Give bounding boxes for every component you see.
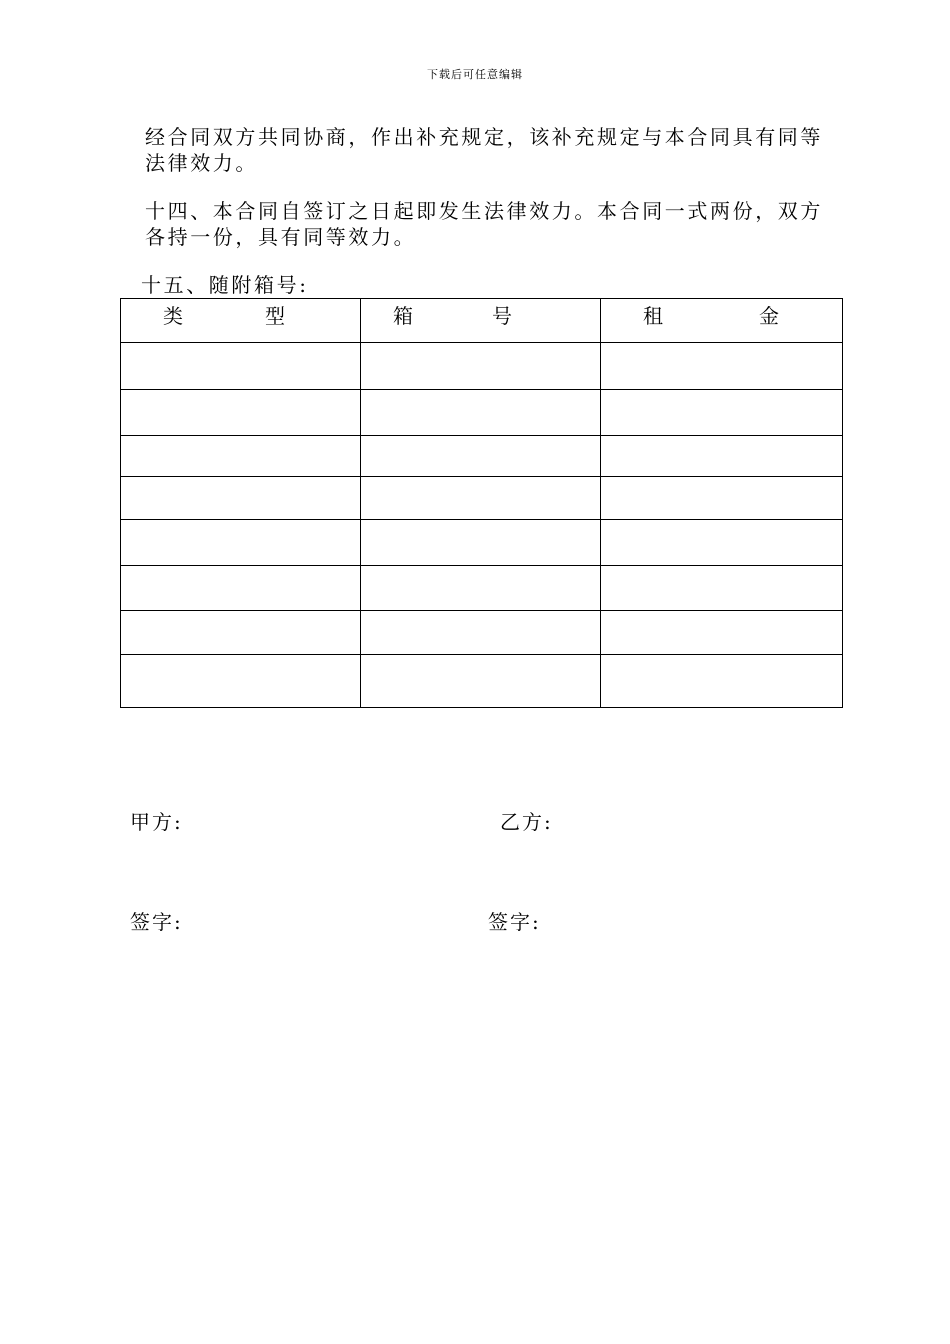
clause-15-label: 十五、随附箱号: xyxy=(141,273,309,297)
table-row xyxy=(121,611,843,655)
column-header-rent-char2: 金 xyxy=(759,304,779,328)
party-b-signature-label: 签字: xyxy=(488,910,541,934)
column-header-type xyxy=(121,299,361,343)
column-header-container-number xyxy=(361,299,601,343)
table-cell[interactable] xyxy=(601,436,843,477)
column-header-container-char2: 号 xyxy=(492,304,512,328)
table-cell[interactable] xyxy=(121,520,361,566)
party-a-label: 甲方: xyxy=(130,810,183,834)
party-b-label: 乙方: xyxy=(500,810,553,834)
table-cell[interactable] xyxy=(361,343,601,390)
table-cell[interactable] xyxy=(361,611,601,655)
table-cell[interactable] xyxy=(601,390,843,436)
column-header-type-char2: 型 xyxy=(265,304,285,328)
table-cell[interactable] xyxy=(361,436,601,477)
table-row xyxy=(121,477,843,520)
party-a-signature-label: 签字: xyxy=(130,910,183,934)
table-cell[interactable] xyxy=(121,566,361,611)
table-cell[interactable] xyxy=(601,611,843,655)
column-header-rent-char1: 租 xyxy=(643,304,663,328)
table-cell[interactable] xyxy=(601,566,843,611)
table-cell[interactable] xyxy=(121,436,361,477)
table-cell[interactable] xyxy=(361,477,601,520)
table-cell[interactable] xyxy=(121,477,361,520)
table-row xyxy=(121,436,843,477)
table-header-row xyxy=(121,299,843,343)
attached-containers-table xyxy=(120,298,843,708)
table-row xyxy=(121,566,843,611)
column-header-rent xyxy=(601,299,843,343)
table-cell[interactable] xyxy=(121,611,361,655)
table-cell[interactable] xyxy=(361,520,601,566)
table-row xyxy=(121,390,843,436)
table-row xyxy=(121,520,843,566)
page-header-note: 下载后可任意编辑 xyxy=(427,68,523,81)
table-cell[interactable] xyxy=(361,390,601,436)
table-cell[interactable] xyxy=(601,477,843,520)
table-row xyxy=(121,343,843,390)
clause-14-paragraph: 十四、本合同自签订之日起即发生法律效力。本合同一式两份，双方各持一份，具有同等效力。 xyxy=(145,199,823,249)
table-cell[interactable] xyxy=(601,655,843,708)
table-cell[interactable] xyxy=(361,655,601,708)
column-header-container-char1: 箱 xyxy=(393,304,413,328)
table-row xyxy=(121,655,843,708)
table-cell[interactable] xyxy=(121,343,361,390)
clause-supplement-paragraph: 经合同双方共同协商，作出补充规定，该补充规定与本合同具有同等法律效力。 xyxy=(145,125,823,175)
table-cell[interactable] xyxy=(601,343,843,390)
table-cell[interactable] xyxy=(121,655,361,708)
table-cell[interactable] xyxy=(121,390,361,436)
table-cell[interactable] xyxy=(361,566,601,611)
table-cell[interactable] xyxy=(601,520,843,566)
column-header-type-char1: 类 xyxy=(163,304,183,328)
